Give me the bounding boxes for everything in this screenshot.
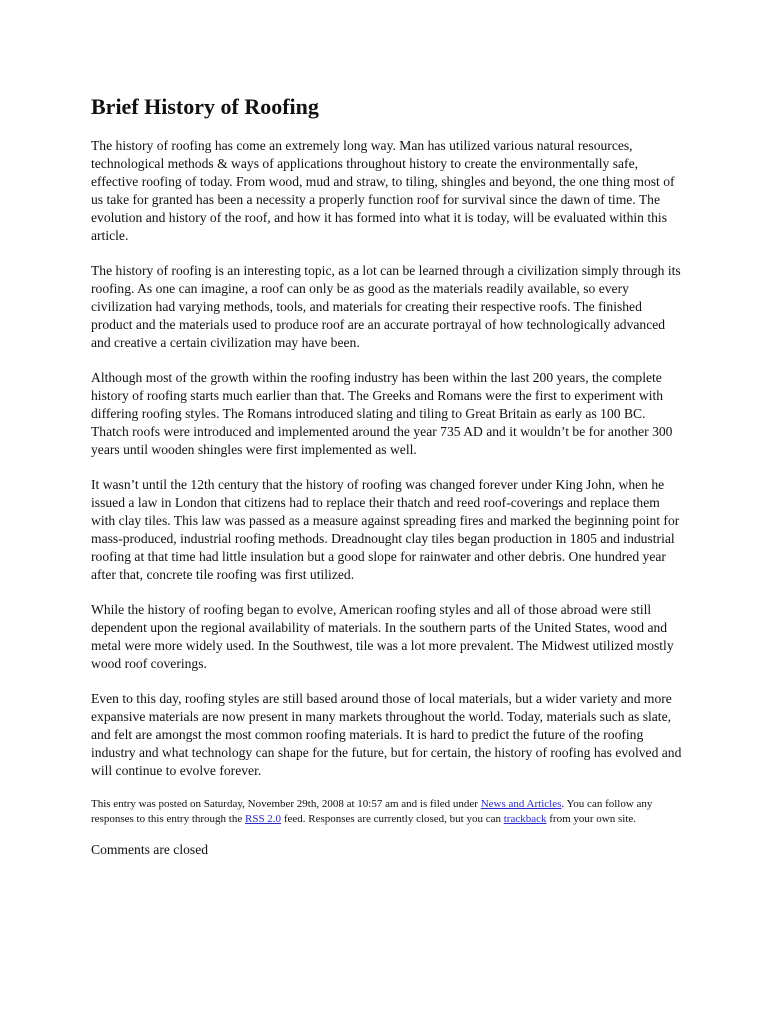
article-paragraph-5: While the history of roofing began to evolve, American roofing styles and all of those abroad were still dependent upon the regional availability of materials. In the southern parts of the United States, wood and metal were more widely used. In the Southwest, tile was a lot more prevalent. The Midwest utilized mostly wood roof coverings.: [91, 601, 674, 671]
post-meta-text: from your own site.: [546, 812, 637, 825]
post-meta-note: [91, 797, 686, 826]
article-paragraph-1: The history of roofing has come an extremely long way. Man has utilized various natural resources, technological methods & ways of applications throughout history to create the environmentally safe, effective roofing of today. From wood, mud and straw, to tiling, shingles and beyond, the one thing most of us take for granted has been a necessity a properly function roof for survival since the dawn of time. The evolution and history of the roof, and how it has formed into what it is today, will be evaluated within this article.: [91, 138, 675, 243]
comments-status: Comments are closed: [91, 842, 209, 858]
trackback-link[interactable]: trackback: [503, 812, 547, 825]
post-meta-text: feed. Responses are currently closed, but you can: [281, 812, 504, 825]
article-paragraph-6: Even to this day, roofing styles are still based around those of local materials, but a wider variety and more expansive materials are now present in many markets throughout the world. Today, materials such as slate, and felt are amongst the most common roofing materials. It is hard to predict the future of the roofing industry and what technology can shape for the future, but for certain, the history of roofing has evolved and will continue to evolve forever.: [91, 691, 682, 778]
article-paragraph-4: It wasn’t until the 12th century that the history of roofing was changed forever under King John, when he issued a law in London that citizens had to replace their thatch and reed roof-coverings and replace them with clay tiles. This law was passed as a measure against spreading fires and marked the beginning point for mass-produced, industrial roofing methods. Dreadnought clay tiles began production in 1805 and industrial roofing at that time had little insulation but a good slope for rainwater and other debris. One hundred year after that, concrete tile roofing was first utilized.: [91, 477, 680, 582]
category-link[interactable]: News and Articles: [480, 798, 562, 811]
post-meta-text: . You can follow any responses to this entry through the: [91, 798, 653, 825]
post-meta-text: This entry was posted on Saturday, November 29th, 2008 at 10:57 am and is filed under: [91, 798, 481, 811]
rss-link[interactable]: RSS 2.0: [244, 812, 282, 825]
article-paragraph-3: Although most of the growth within the roofing industry has been within the last 200 years, the complete history of roofing starts much earlier than that. The Greeks and Romans were the first to experiment with differing roofing styles. The Romans introduced slating and tiling to Great Britain as early as 100 BC. Thatch roofs were introduced and implemented around the year 735 AD and it wouldn’t be for another 300 years until wooden shingles were first implemented as well.: [91, 369, 673, 457]
article-paragraph-2: The history of roofing is an interesting topic, as a lot can be learned through a civilization simply through its roofing. As one can imagine, a roof can only be as good as the materials readily available, so every civilization had varying methods, tools, and materials for creating their respective roofs. The finished product and the materials used to produce roof are an accurate portrayal of how technologically advanced and creative a certain civilization may have been.: [91, 262, 681, 350]
page-title: Brief History of Roofing: [91, 94, 319, 119]
article-page: [91, 93, 686, 859]
